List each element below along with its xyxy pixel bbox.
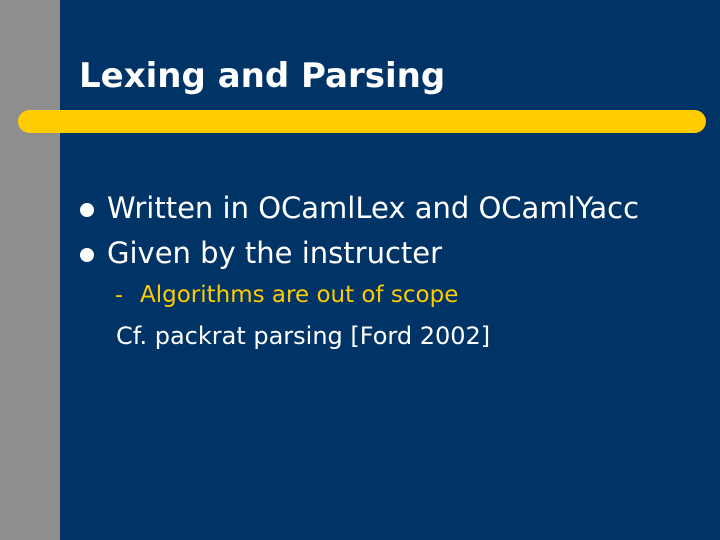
slide-title: Lexing and Parsing [79, 56, 446, 96]
bullet-dot-icon [80, 203, 94, 217]
bullet-text: Written in OCamlLex and OCamlYacc [107, 191, 640, 225]
left-side-band [0, 0, 60, 540]
reference-line: Cf. packrat parsing [Ford 2002] [116, 322, 491, 350]
title-underline-bar [18, 110, 706, 133]
sub-bullet-text: Algorithms are out of scope [140, 282, 459, 308]
bullet-dot-icon [80, 248, 94, 262]
sub-bullet-dash: - [115, 283, 123, 308]
bullet-text: Given by the instructer [107, 236, 443, 270]
